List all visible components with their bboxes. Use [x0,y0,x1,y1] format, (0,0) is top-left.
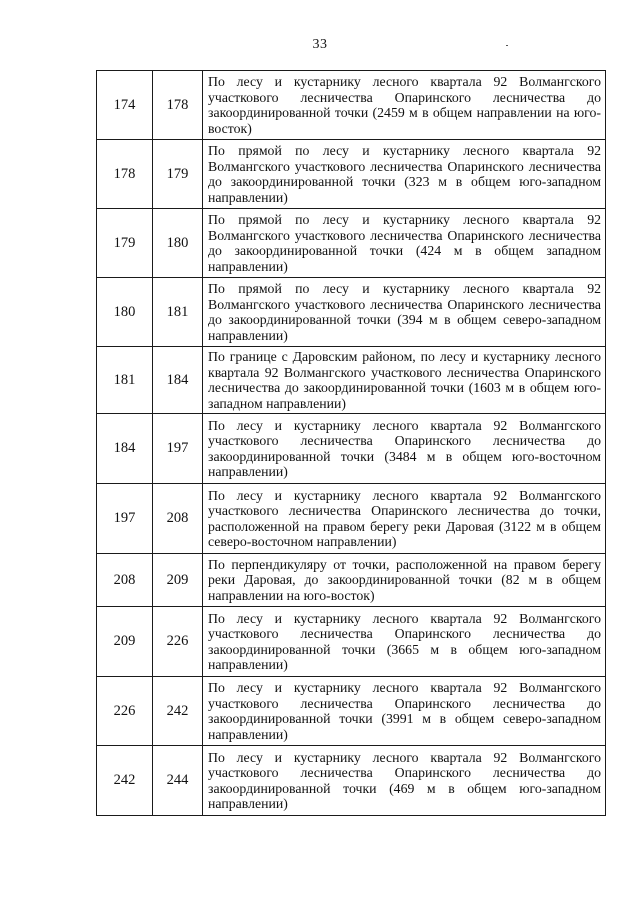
route-description-cell: По лесу и кустарнику лесного квартала 92 Волмангского участкового лесничества Опаринского лесничества до закоординированной точки (2459 м в общем направлении на юго-восток) [203,71,606,140]
from-point-cell: 178 [97,140,153,209]
to-point-cell: 179 [153,140,203,209]
table-row [97,414,606,484]
route-description-cell: По лесу и кустарнику лесного квартала 92 Волмангского участкового лесничества Опаринского лесничества до закоординированной точки (3665 м в общем юго-западном направлении) [203,607,606,677]
to-point-cell: 209 [153,554,203,607]
to-point-cell: 244 [153,746,203,816]
from-point-cell: 242 [97,746,153,816]
route-description-cell: По прямой по лесу и кустарнику лесного квартала 92 Волмангского участкового лесничества Опаринского лесничества до закоординированной точки (424 м в общем западном направлении) [203,209,606,278]
table-row [97,554,606,607]
table-row [97,347,606,414]
to-point-cell: 226 [153,607,203,677]
table-row [97,71,606,140]
from-point-cell: 209 [97,607,153,677]
table-row [97,278,606,347]
table-row [97,140,606,209]
from-point-cell: 197 [97,484,153,554]
from-point-cell: 226 [97,677,153,746]
to-point-cell: 180 [153,209,203,278]
table-row [97,484,606,554]
table-row [97,746,606,816]
route-description-cell: По лесу и кустарнику лесного квартала 92 Волмангского участкового лесничества Опаринского лесничества до точки, расположенной на правом берегу реки Даровая (3122 м в общем северо-восточном направлении) [203,484,606,554]
to-point-cell: 184 [153,347,203,414]
from-point-cell: 179 [97,209,153,278]
from-point-cell: 181 [97,347,153,414]
page-number: 33 [312,37,328,52]
from-point-cell: 174 [97,71,153,140]
to-point-cell: 208 [153,484,203,554]
route-description-cell: По прямой по лесу и кустарнику лесного квартала 92 Волмангского участкового лесничества Опаринского лесничества до закоординированной точки (323 м в общем юго-западном направлении) [203,140,606,209]
route-description-cell: По лесу и кустарнику лесного квартала 92 Волмангского участкового лесничества Опаринского лесничества до закоординированной точки (469 м в общем юго-западном направлении) [203,746,606,816]
route-description-cell: По перпендикуляру от точки, расположенной на правом берегу реки Даровая, до закоординированной точки (82 м в общем направлении на юго-восток) [203,554,606,607]
from-point-cell: 180 [97,278,153,347]
scan-speck [506,45,508,46]
route-description-cell: По лесу и кустарнику лесного квартала 92 Волмангского участкового лесничества Опаринского лесничества до закоординированной точки (3991 м в общем северо-западном направлении) [203,677,606,746]
route-description-cell: По лесу и кустарнику лесного квартала 92 Волмангского участкового лесничества Опаринского лесничества до закоординированной точки (3484 м в общем юго-восточном направлении) [203,414,606,484]
route-description-cell: По прямой по лесу и кустарнику лесного квартала 92 Волмангского участкового лесничества Опаринского лесничества до закоординированной точки (394 м в общем северо-западном направлении) [203,278,606,347]
to-point-cell: 197 [153,414,203,484]
boundary-description-table [96,70,606,816]
table-row [97,677,606,746]
to-point-cell: 178 [153,71,203,140]
to-point-cell: 181 [153,278,203,347]
from-point-cell: 184 [97,414,153,484]
route-description-cell: По границе с Даровским районом, по лесу и кустарнику лесного квартала 92 Волмангского участкового лесничества Опаринского лесничества до закоординированной точки (1603 м в общем юго-западном направлении) [203,347,606,414]
to-point-cell: 242 [153,677,203,746]
from-point-cell: 208 [97,554,153,607]
table-row [97,209,606,278]
table-row [97,607,606,677]
